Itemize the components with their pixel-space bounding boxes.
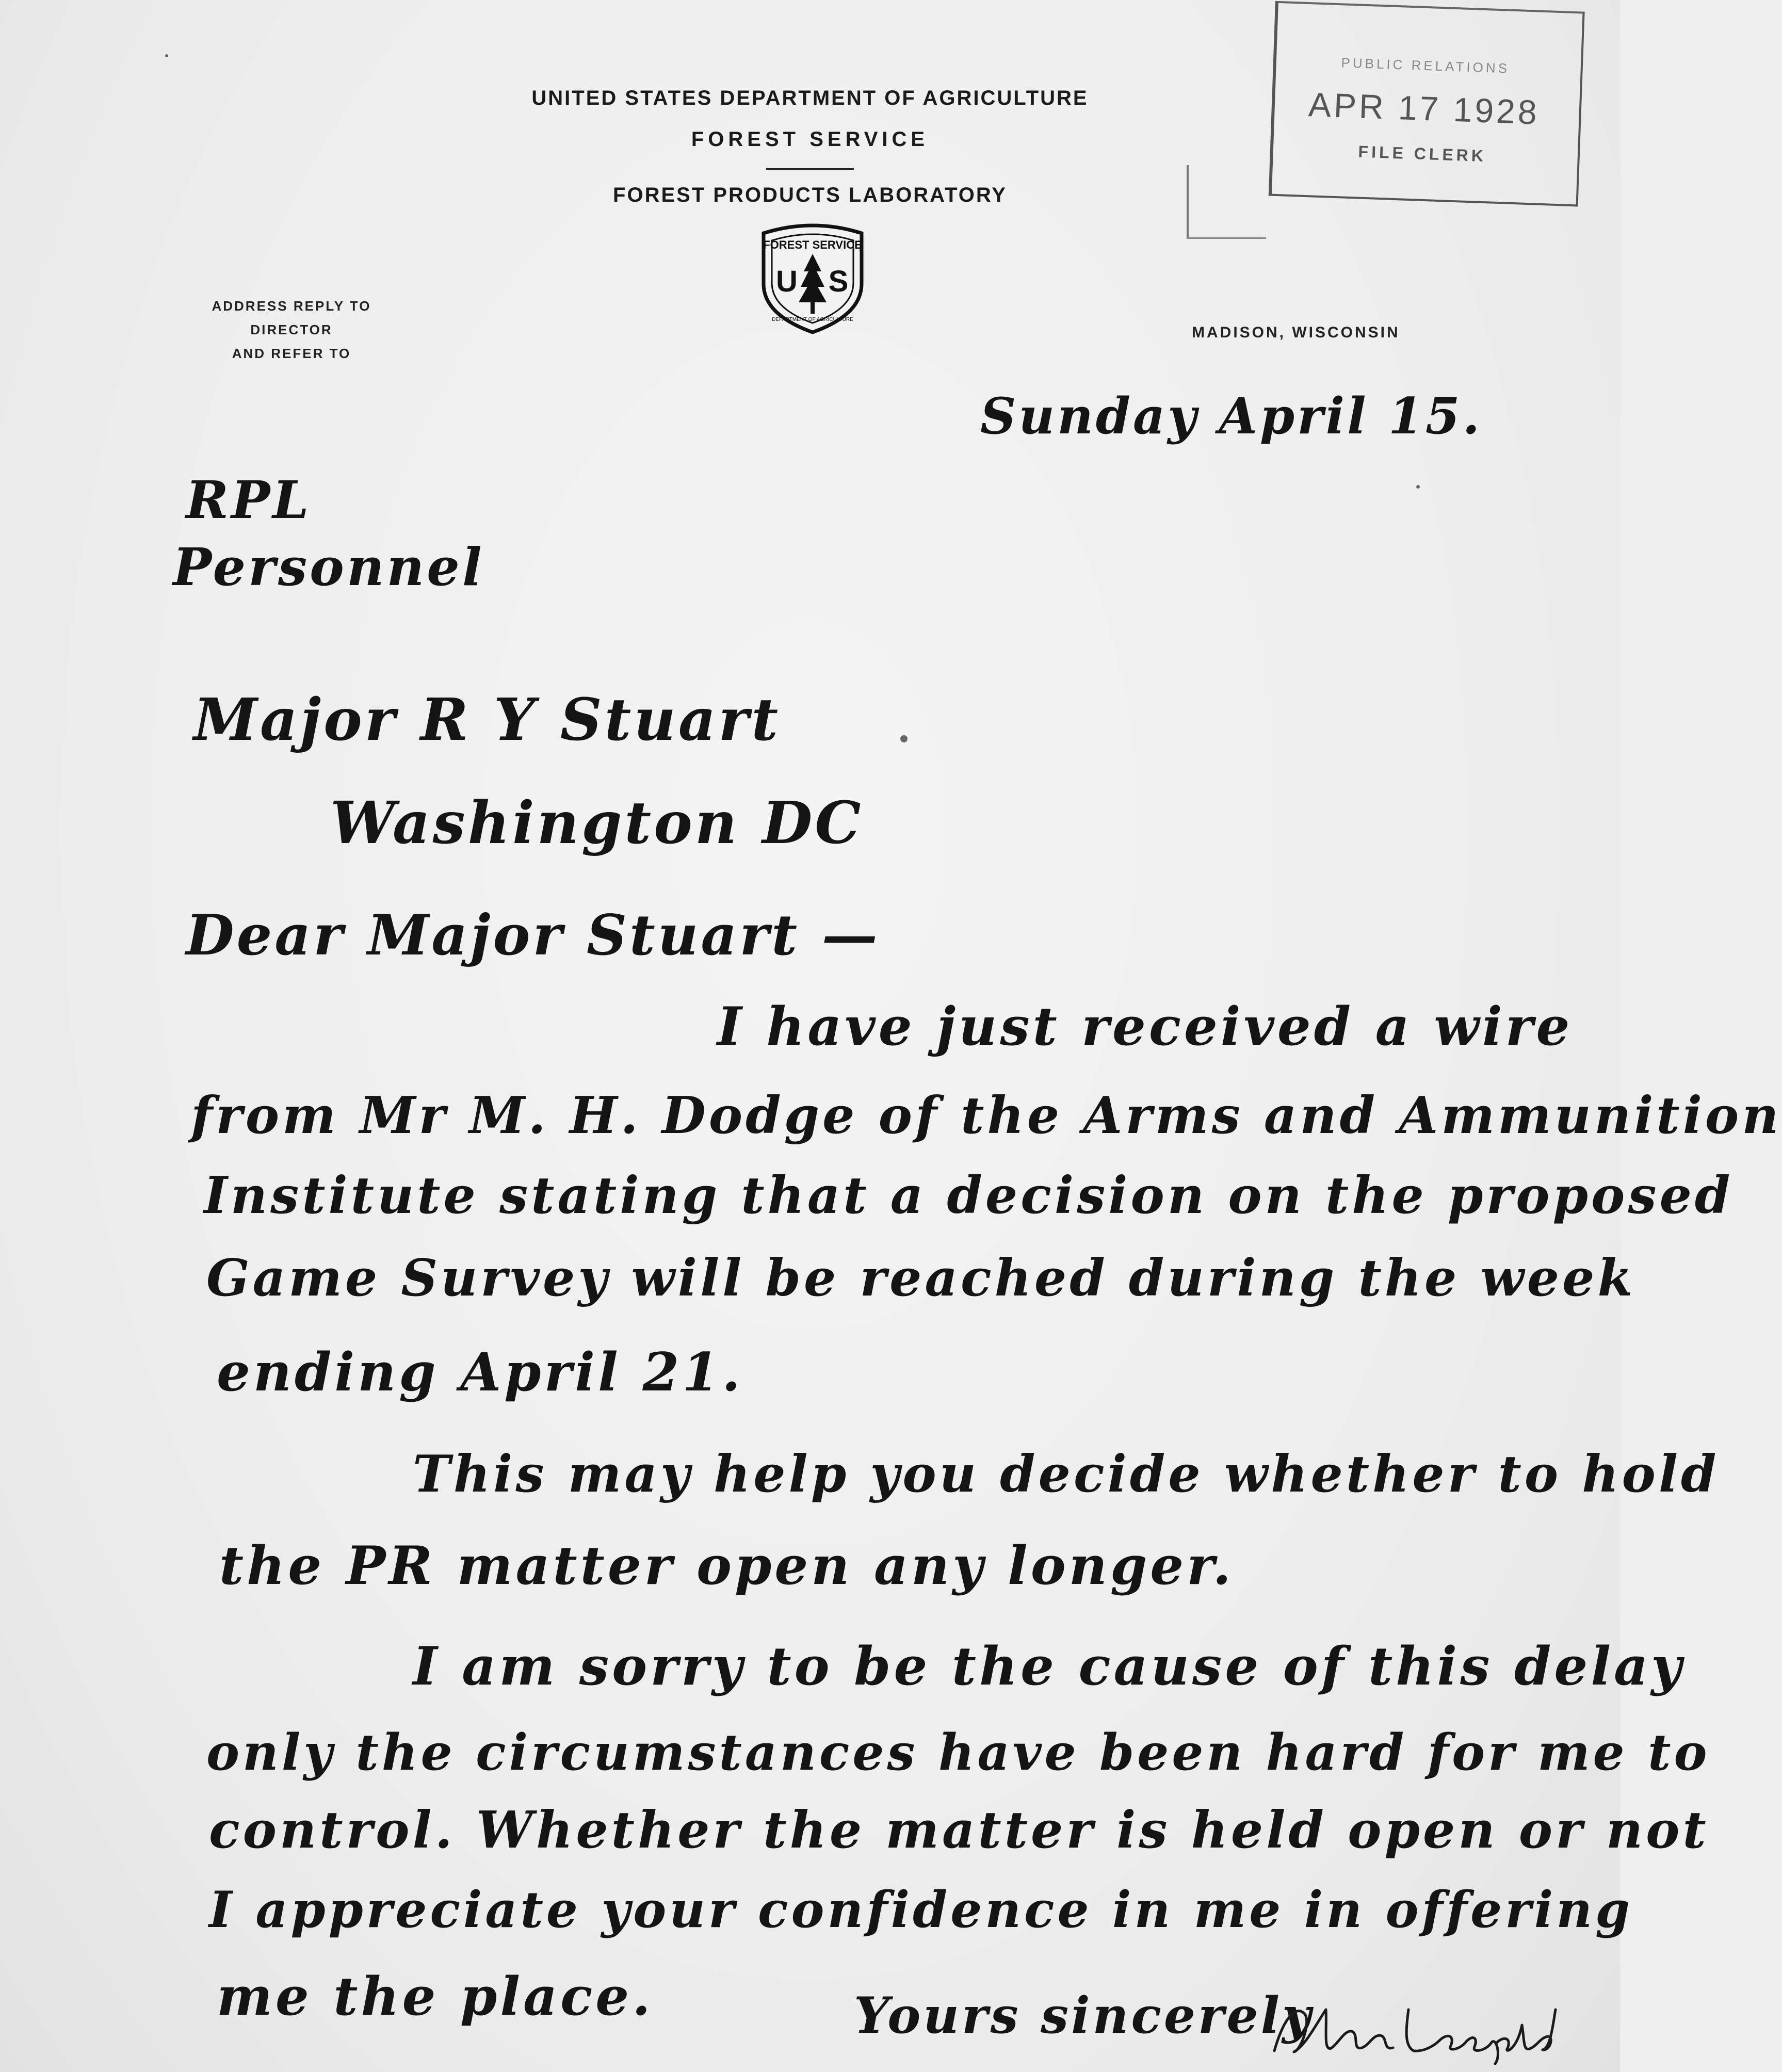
- address-reply-block: [199, 294, 384, 365]
- stamp-department: PUBLIC RELATIONS: [1341, 55, 1510, 76]
- body-line: from Mr M. H. Dodge of the Arms and Ammunition: [191, 1086, 1782, 1145]
- stamp-clerk: FILE CLERK: [1358, 142, 1487, 166]
- letter-reference: RPL: [186, 470, 312, 530]
- paper-speck: [900, 735, 908, 742]
- body-line: ending April 21.: [217, 1341, 743, 1403]
- letterhead-laboratory: FOREST PRODUCTS LABORATORY: [613, 184, 1007, 206]
- letter-category: Personnel: [173, 537, 484, 597]
- shield-top-text: FOREST SERVICE: [763, 238, 862, 251]
- forest-service-shield-icon: [758, 222, 867, 335]
- body-line: This may help you decide whether to hold: [413, 1445, 1720, 1504]
- letterhead-department: UNITED STATES DEPARTMENT OF AGRICULTURE: [531, 87, 1089, 109]
- signature: [1269, 1994, 1558, 2066]
- received-stamp: [1268, 1, 1582, 213]
- address-reply-line: DIRECTOR: [250, 322, 333, 337]
- body-line: Institute stating that a decision on the proposed: [204, 1166, 1734, 1225]
- paper-speck: [165, 54, 168, 57]
- paper-speck: [1416, 485, 1420, 489]
- body-line: I am sorry to be the cause of this delay: [413, 1636, 1685, 1697]
- stamp-date: APR 17 1928: [1307, 85, 1540, 132]
- body-line: the PR matter open any longer.: [219, 1535, 1235, 1597]
- recipient-city: Washington DC: [330, 789, 864, 857]
- letterhead-location: MADISON, WISCONSIN: [1192, 324, 1400, 341]
- shield-letter-s: S: [828, 265, 849, 298]
- shield-bottom-text: DEPARTMENT OF AGRICULTURE: [772, 317, 853, 322]
- body-line: I have just received a wire: [717, 996, 1573, 1058]
- address-reply-line: AND REFER TO: [232, 346, 351, 361]
- recipient-name: Major R Y Stuart: [193, 686, 781, 754]
- body-line: me the place.: [217, 1966, 654, 2028]
- body-line: control. Whether the matter is held open or not: [209, 1801, 1709, 1860]
- shield-letter-u: U: [776, 265, 798, 298]
- body-line: Game Survey will be reached during the week: [206, 1249, 1636, 1308]
- address-reply-line: ADDRESS REPLY TO: [212, 298, 371, 314]
- letter-date: Sunday April 15.: [980, 387, 1483, 445]
- salutation: Dear Major Stuart —: [186, 903, 880, 968]
- body-line: only the circumstances have been hard for me to: [206, 1723, 1710, 1782]
- letterhead-service: FOREST SERVICE: [691, 128, 929, 151]
- stamp-corner-mark: [1187, 165, 1266, 239]
- body-line: I appreciate your confidence in me in offering: [209, 1881, 1633, 1939]
- closing: Yours sincerely: [854, 1986, 1314, 2045]
- letterhead-divider: [766, 168, 854, 170]
